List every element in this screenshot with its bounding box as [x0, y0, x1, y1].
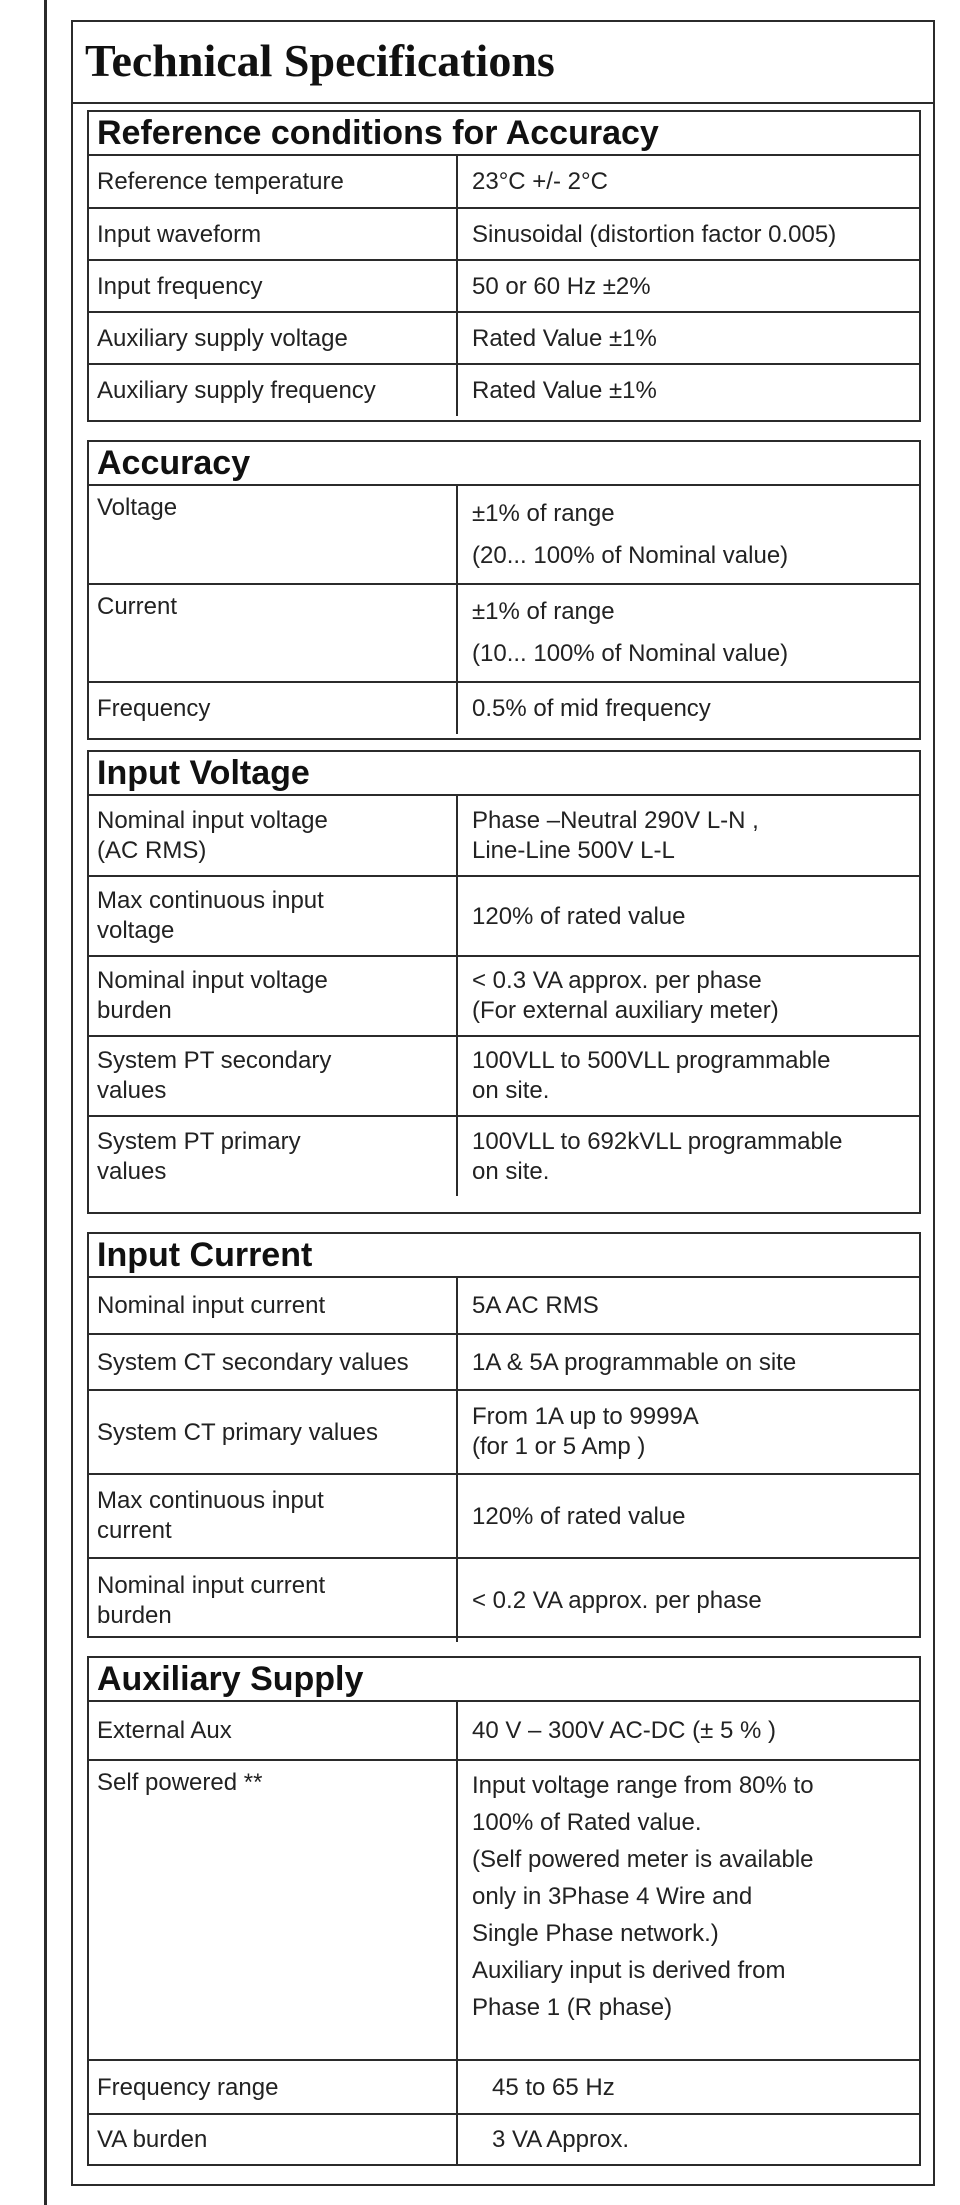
- table-row: [89, 1558, 919, 1642]
- table-row: [89, 682, 919, 734]
- page-margin-rule: [44, 0, 47, 2205]
- table-row: [89, 260, 919, 312]
- spec-label: VA burden: [89, 2114, 457, 2164]
- spec-value: 1A & 5A programmable on site: [457, 1334, 919, 1390]
- table-row: [89, 312, 919, 364]
- table-row: [89, 2060, 919, 2114]
- section-auxiliary-supply: [87, 1656, 921, 2166]
- spec-label: Frequency range: [89, 2060, 457, 2114]
- spec-value: 100VLL to 692kVLL programmable on site.: [457, 1116, 919, 1196]
- table-row: [89, 1116, 919, 1196]
- spec-value: Rated Value ±1%: [457, 364, 919, 416]
- table-row: [89, 1702, 919, 1760]
- table-row: [89, 584, 919, 682]
- spec-label: System PT secondary values: [89, 1036, 457, 1116]
- spec-label: Auxiliary supply frequency: [89, 364, 457, 416]
- section-accuracy: [87, 440, 921, 740]
- table-row: [89, 1334, 919, 1390]
- section-reference-conditions: [87, 110, 921, 422]
- section-heading: Auxiliary Supply: [89, 1658, 919, 1702]
- spec-label: Input frequency: [89, 260, 457, 312]
- spec-value: 45 to 65 Hz: [457, 2060, 919, 2114]
- table-row: [89, 2114, 919, 2164]
- table-row: [89, 1036, 919, 1116]
- spec-value: ±1% of range (10... 100% of Nominal value): [457, 584, 919, 682]
- spec-value: 120% of rated value: [457, 876, 919, 956]
- spec-value: Input voltage range from 80% to 100% of Rated value. (Self powered meter is available only in 3Phase 4 Wire and Single Phase network.) Auxiliary input is derived from Phase 1 (R phase): [457, 1760, 919, 2060]
- spec-value: 23°C +/- 2°C: [472, 168, 608, 195]
- table-row: [89, 1390, 919, 1474]
- spec-label: System CT secondary values: [89, 1334, 457, 1390]
- spec-label: Reference temperature: [89, 156, 457, 208]
- spec-value: From 1A up to 9999A (for 1 or 5 Amp ): [457, 1390, 919, 1474]
- spec-label: Self powered **: [89, 1760, 457, 2060]
- spec-value: Sinusoidal (distortion factor 0.005): [457, 208, 919, 260]
- spec-label: Max continuous input current: [89, 1474, 457, 1558]
- spec-value: 50 or 60 Hz ±2%: [457, 260, 919, 312]
- spec-value: 120% of rated value: [457, 1474, 919, 1558]
- spec-label: System CT primary values: [89, 1390, 457, 1474]
- spec-label: Input waveform: [89, 208, 457, 260]
- section-input-voltage: [87, 750, 921, 1214]
- spec-label: Nominal input voltage (AC RMS): [89, 796, 457, 876]
- table-row: [89, 956, 919, 1036]
- spec-label: Voltage: [89, 486, 457, 584]
- table-row: [89, 1760, 919, 2060]
- spec-table: [89, 1278, 919, 1642]
- spec-label: Auxiliary supply voltage: [89, 312, 457, 364]
- section-heading: Input Voltage: [89, 752, 919, 796]
- section-heading: Accuracy: [89, 442, 919, 486]
- table-row: [89, 1278, 919, 1334]
- spec-label: Nominal input current burden: [89, 1558, 457, 1642]
- page-title: Technical Specifications: [73, 22, 933, 104]
- section-heading: Reference conditions for Accuracy: [89, 112, 919, 156]
- spec-label: Frequency: [89, 682, 457, 734]
- spec-value: 5A AC RMS: [472, 1292, 599, 1319]
- spec-value: < 0.2 VA approx. per phase: [457, 1558, 919, 1642]
- spec-label: Nominal input current: [89, 1278, 457, 1334]
- table-row: [89, 1474, 919, 1558]
- spec-value: Rated Value ±1%: [457, 312, 919, 364]
- spec-table: [89, 1702, 919, 2164]
- section-heading: Input Current: [89, 1234, 919, 1278]
- spec-value: < 0.3 VA approx. per phase (For external auxiliary meter): [457, 956, 919, 1036]
- spec-label: Max continuous input voltage: [89, 876, 457, 956]
- specifications-panel: [71, 20, 935, 2186]
- table-row: [89, 796, 919, 876]
- table-row: [89, 876, 919, 956]
- table-row: [89, 156, 919, 208]
- table-row: [89, 486, 919, 584]
- spec-value: 40 V – 300V AC-DC (± 5 % ): [472, 1717, 776, 1744]
- table-row: [89, 208, 919, 260]
- spec-value: 0.5% of mid frequency: [457, 682, 919, 734]
- spec-table: [89, 796, 919, 1196]
- spec-label: Current: [89, 584, 457, 682]
- spec-label: Nominal input voltage burden: [89, 956, 457, 1036]
- spec-value: 3 VA Approx.: [457, 2114, 919, 2164]
- spec-label: External Aux: [89, 1702, 457, 1760]
- table-row: [89, 364, 919, 416]
- spec-table: [89, 156, 919, 416]
- spec-value: ±1% of range (20... 100% of Nominal value): [472, 499, 789, 569]
- spec-value: Phase –Neutral 290V L-N , Line-Line 500V L-L: [472, 806, 759, 864]
- section-input-current: [87, 1232, 921, 1638]
- spec-label: System PT primary values: [89, 1116, 457, 1196]
- spec-value: 100VLL to 500VLL programmable on site.: [457, 1036, 919, 1116]
- spec-table: [89, 486, 919, 734]
